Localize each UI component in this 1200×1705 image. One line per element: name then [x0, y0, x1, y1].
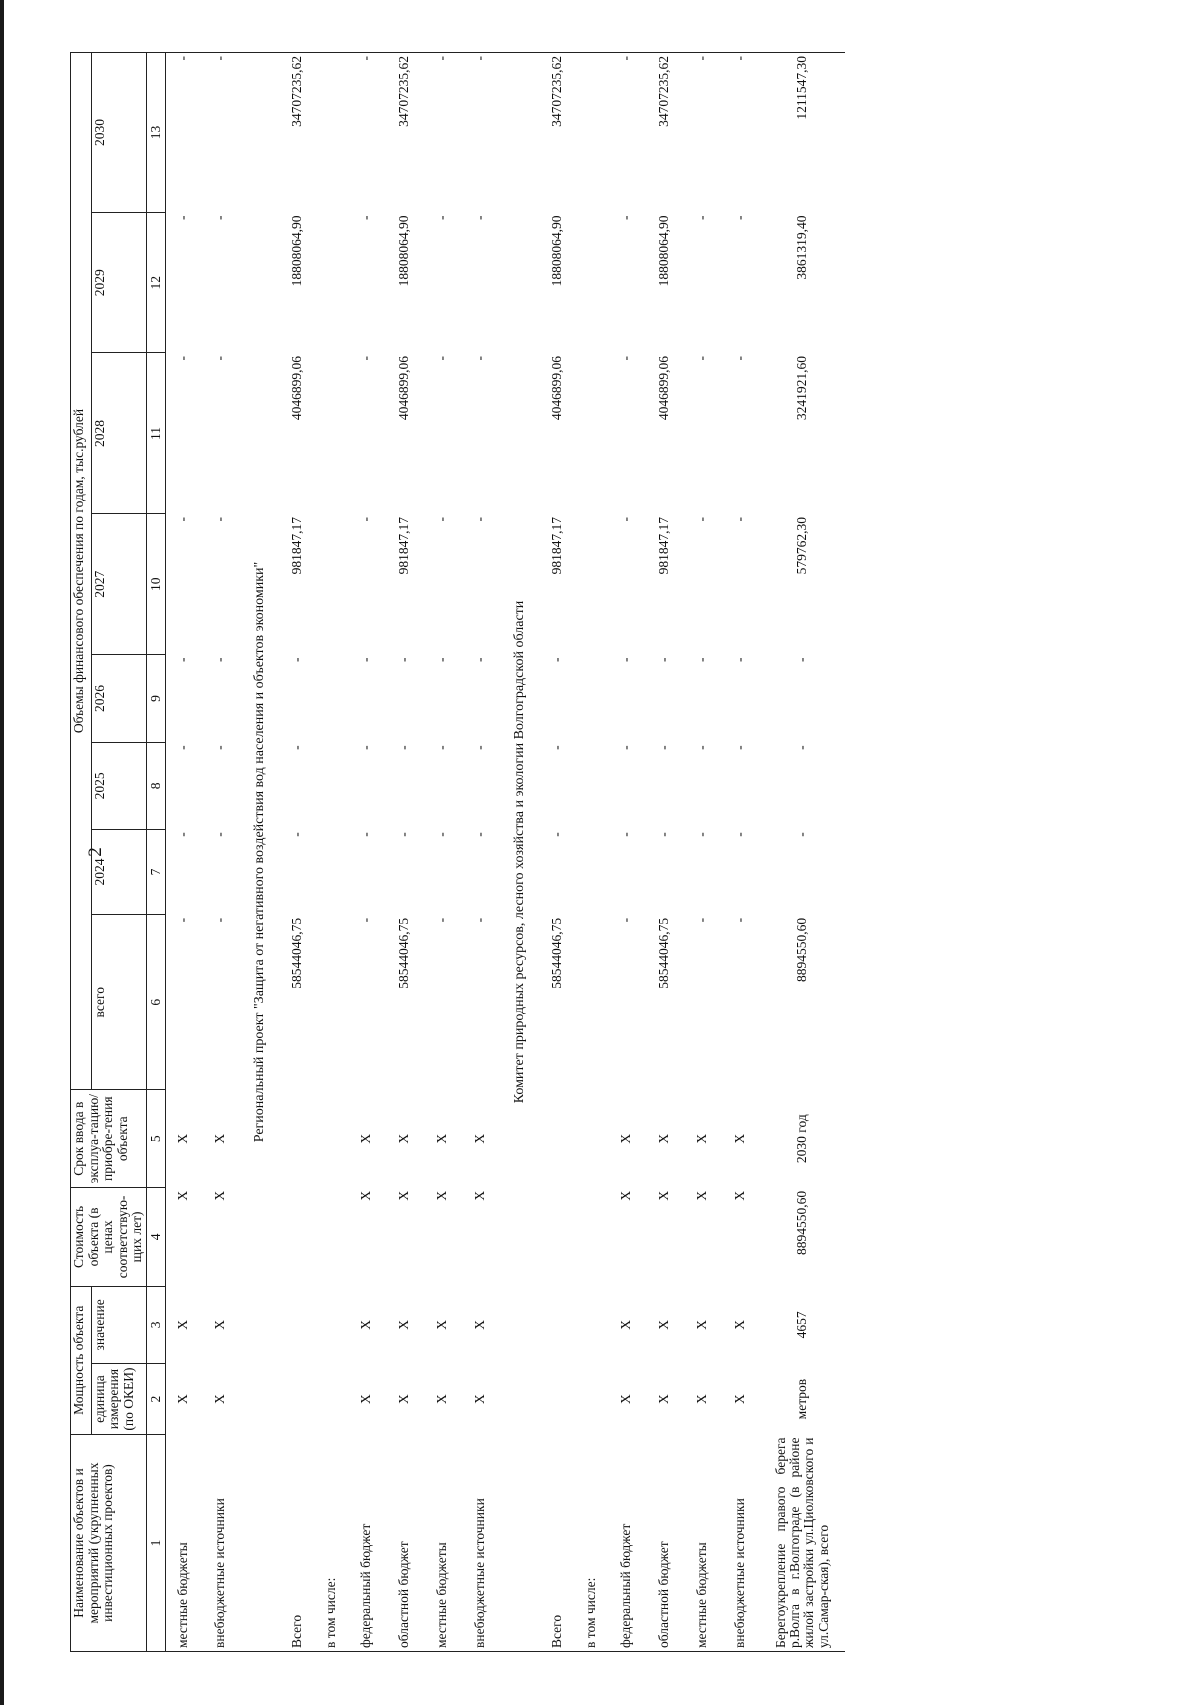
cell-value: - — [396, 832, 412, 837]
header-value: значение — [91, 1286, 146, 1364]
cell-value: - — [732, 657, 748, 662]
row-name: местные бюджеты — [165, 1435, 201, 1652]
cell-value: - — [694, 517, 710, 522]
cell-c4: X — [732, 1190, 748, 1201]
cell-value: - — [472, 517, 488, 522]
cell-c3: 4657 — [794, 1311, 810, 1339]
table-row — [539, 53, 575, 1652]
column-number-9: 9 — [146, 654, 165, 742]
cell-c4: X — [212, 1190, 228, 1201]
header-year-2030: 2030 — [91, 53, 146, 213]
cell-value: 4046899,06 — [549, 355, 565, 421]
header-cost: Стоимость объекта (в ценах соответствую-щих лет) — [71, 1188, 147, 1286]
section-row — [499, 53, 539, 1652]
cell-value: 58544046,75 — [396, 917, 412, 989]
cell-value: - — [694, 657, 710, 662]
empty-cell — [315, 353, 347, 514]
cell-c2: X — [656, 1394, 672, 1404]
cell-value: - — [549, 832, 565, 837]
cell-value: 58544046,75 — [549, 917, 565, 989]
cell-value: - — [794, 832, 810, 837]
cell-value: 8894550,60 — [794, 917, 810, 982]
cell-value: - — [358, 745, 374, 750]
column-number-1: 1 — [146, 1435, 165, 1652]
row-name: федеральный бюджет — [347, 1435, 385, 1652]
cell-value: - — [175, 215, 191, 220]
empty-cell — [315, 742, 347, 829]
column-number-6: 6 — [146, 915, 165, 1090]
cell-value: - — [212, 832, 228, 837]
cell-value: - — [732, 745, 748, 750]
table-row — [165, 53, 201, 1652]
empty-cell — [315, 1188, 347, 1286]
cell-value: - — [618, 517, 634, 522]
cell-c5: X — [175, 1133, 191, 1144]
empty-cell — [315, 1364, 347, 1435]
cell-value: 4046899,06 — [289, 355, 305, 421]
cell-c4: X — [472, 1190, 488, 1201]
cell-c2: X — [434, 1394, 450, 1404]
cell-value: 34707235,62 — [385, 53, 423, 213]
empty-cell — [315, 915, 347, 1090]
empty-cell — [575, 829, 607, 915]
cell-value: - — [618, 917, 634, 923]
cell-value: - — [423, 53, 461, 213]
cell-c5: X — [472, 1133, 488, 1144]
cell-c3 — [279, 1286, 315, 1364]
empty-cell — [575, 915, 607, 1090]
header-funding: Объемы финансового обеспечения по годам, тыс.рублей — [71, 53, 92, 1090]
cell-value: - — [434, 917, 450, 923]
cell-value: - — [175, 745, 191, 750]
header-commissioning: Срок ввода в эксплуа-тацию/ приобре-тения объекта — [71, 1090, 147, 1188]
cell-value: - — [212, 917, 228, 923]
cell-value: - — [396, 657, 412, 662]
cell-c2: X — [694, 1394, 710, 1404]
table-row — [645, 53, 683, 1652]
cell-value: - — [656, 657, 672, 662]
funding-table — [70, 52, 845, 1652]
cell-c4: X — [694, 1190, 710, 1201]
cell-value: 18808064,90 — [396, 215, 412, 287]
row-name: областной бюджет — [385, 1435, 423, 1652]
cell-value: - — [618, 745, 634, 750]
cell-value: - — [175, 355, 191, 361]
cell-value: 1211547,30 — [759, 53, 845, 213]
header-capacity: Мощность объекта — [71, 1286, 92, 1434]
empty-cell — [575, 1188, 607, 1286]
cell-c4: X — [358, 1190, 374, 1201]
cell-value: - — [434, 657, 450, 662]
cell-value: - — [472, 355, 488, 361]
row-name: местные бюджеты — [423, 1435, 461, 1652]
cell-value: - — [472, 832, 488, 837]
empty-cell — [315, 829, 347, 915]
table-row — [385, 53, 423, 1652]
cell-value: - — [289, 657, 305, 662]
cell-c2 — [279, 1364, 315, 1435]
row-name: областной бюджет — [645, 1435, 683, 1652]
cell-value: - — [165, 53, 201, 213]
cell-value: - — [201, 53, 239, 213]
cell-c4: X — [618, 1190, 634, 1201]
cell-value: - — [549, 657, 565, 662]
cell-c5 — [539, 1090, 575, 1188]
empty-cell — [575, 353, 607, 514]
cell-value: - — [472, 917, 488, 923]
cell-value: - — [656, 832, 672, 837]
cell-value: - — [618, 215, 634, 220]
cell-value: - — [794, 657, 810, 662]
header-year-2026: 2026 — [91, 654, 146, 742]
including-row — [315, 53, 347, 1652]
cell-value: - — [358, 517, 374, 522]
including-label: в том числе: — [315, 1435, 347, 1652]
cell-c4 — [279, 1188, 315, 1286]
table-row — [279, 53, 315, 1652]
cell-value: - — [794, 745, 810, 750]
cell-value: - — [434, 745, 450, 750]
empty-cell — [575, 514, 607, 654]
cell-c5: X — [618, 1133, 634, 1144]
section-title: Комитет природных ресурсов, лесного хозяйства и экологии Волгоградской области — [499, 53, 539, 1652]
cell-c2 — [539, 1364, 575, 1435]
cell-value: - — [358, 355, 374, 361]
cell-c3: X — [472, 1319, 488, 1330]
table-row — [461, 53, 499, 1652]
empty-cell — [575, 1286, 607, 1364]
cell-value: 981847,17 — [549, 517, 565, 575]
cell-value: - — [732, 517, 748, 522]
cell-value: - — [721, 53, 759, 213]
cell-value: - — [618, 657, 634, 662]
empty-cell — [315, 1090, 347, 1188]
cell-c3: X — [175, 1319, 191, 1330]
cell-value: 3241921,60 — [794, 355, 810, 421]
table-row — [759, 53, 845, 1652]
cell-value: - — [289, 832, 305, 837]
cell-value: - — [358, 657, 374, 662]
cell-value: - — [358, 917, 374, 923]
cell-value: - — [694, 832, 710, 837]
row-name: Всего — [539, 1435, 575, 1652]
column-number-4: 4 — [146, 1188, 165, 1286]
cell-value: 4046899,06 — [656, 355, 672, 421]
cell-c4: X — [656, 1190, 672, 1201]
cell-value: - — [347, 53, 385, 213]
row-name: местные бюджеты — [683, 1435, 721, 1652]
cell-value: - — [732, 355, 748, 361]
cell-value: 4046899,06 — [396, 355, 412, 421]
column-number-2: 2 — [146, 1364, 165, 1435]
empty-cell — [315, 654, 347, 742]
cell-value: 579762,30 — [794, 517, 810, 575]
column-number-5: 5 — [146, 1090, 165, 1188]
cell-value: 18808064,90 — [656, 215, 672, 287]
row-name: внебюджетные источники — [461, 1435, 499, 1652]
empty-cell — [575, 213, 607, 353]
cell-value: - — [683, 53, 721, 213]
empty-cell — [315, 213, 347, 353]
cell-c4: X — [434, 1190, 450, 1201]
cell-c4: X — [175, 1190, 191, 1201]
cell-value: - — [358, 832, 374, 837]
row-name: Всего — [279, 1435, 315, 1652]
cell-value: - — [549, 745, 565, 750]
cell-value: 18808064,90 — [549, 215, 565, 287]
cell-value: 18808064,90 — [289, 215, 305, 287]
cell-c5 — [279, 1090, 315, 1188]
column-number-13: 13 — [146, 53, 165, 213]
header-total: всего — [91, 915, 146, 1090]
cell-value: - — [434, 215, 450, 220]
table-row — [607, 53, 645, 1652]
header-name: Наименование объектов и мероприятий (укрупненных инвестиционных проектов) — [71, 1435, 147, 1652]
cell-value: - — [175, 917, 191, 923]
row-name: федеральный бюджет — [607, 1435, 645, 1652]
cell-c3: X — [694, 1319, 710, 1330]
cell-value: - — [472, 745, 488, 750]
cell-c4 — [539, 1188, 575, 1286]
cell-value: 34707235,62 — [279, 53, 315, 213]
cell-value: 58544046,75 — [656, 917, 672, 989]
cell-c4: X — [396, 1190, 412, 1201]
empty-cell — [315, 53, 347, 213]
cell-c2: X — [175, 1394, 191, 1404]
cell-value: 34707235,62 — [539, 53, 575, 213]
cell-c5: X — [732, 1133, 748, 1144]
column-number-3: 3 — [146, 1286, 165, 1364]
cell-c3: X — [396, 1319, 412, 1330]
empty-cell — [575, 1090, 607, 1188]
cell-value: - — [694, 215, 710, 220]
cell-c5: X — [694, 1133, 710, 1144]
column-number-7: 7 — [146, 829, 165, 915]
cell-value: - — [212, 745, 228, 750]
table-row — [201, 53, 239, 1652]
cell-c3: X — [434, 1319, 450, 1330]
cell-value: - — [618, 832, 634, 837]
cell-value: 981847,17 — [656, 517, 672, 575]
cell-value: 981847,17 — [289, 517, 305, 575]
cell-c5: X — [656, 1133, 672, 1144]
section-title: Региональный проект "Защита от негативного воздействия вод населения и объектов экономики" — [239, 53, 279, 1652]
cell-value: - — [212, 355, 228, 361]
cell-value: - — [472, 657, 488, 662]
cell-value: - — [212, 215, 228, 220]
row-name: Берегоукрепление правого берега р.Волга в г.Волгограде (в районе жилой застройки ул.Циолковского и ул.Самар-ская), всего — [759, 1435, 845, 1652]
section-row — [239, 53, 279, 1652]
column-number-8: 8 — [146, 742, 165, 829]
cell-c5: X — [358, 1133, 374, 1144]
cell-value: - — [212, 517, 228, 522]
scan-edge — [0, 0, 4, 1705]
cell-value: - — [358, 215, 374, 220]
cell-c3 — [539, 1286, 575, 1364]
cell-c5: X — [434, 1133, 450, 1144]
cell-value: 34707235,62 — [645, 53, 683, 213]
page-number: 2 — [85, 847, 106, 857]
column-number-12: 12 — [146, 213, 165, 353]
cell-value: - — [175, 657, 191, 662]
table-row — [423, 53, 461, 1652]
empty-cell — [575, 53, 607, 213]
cell-value: - — [694, 355, 710, 361]
cell-value: 981847,17 — [396, 517, 412, 575]
cell-c3: X — [732, 1319, 748, 1330]
cell-value: - — [732, 917, 748, 923]
header-year-2028: 2028 — [91, 353, 146, 514]
cell-c5: X — [212, 1133, 228, 1144]
cell-value: - — [461, 53, 499, 213]
cell-c2: метров — [794, 1378, 810, 1420]
cell-value: - — [175, 517, 191, 522]
cell-c3: X — [618, 1319, 634, 1330]
cell-c5: 2030 год — [794, 1114, 810, 1164]
cell-value: 3861319,40 — [794, 215, 810, 280]
including-row — [575, 53, 607, 1652]
cell-value: - — [694, 917, 710, 923]
empty-cell — [315, 514, 347, 654]
cell-value: - — [694, 745, 710, 750]
cell-value: - — [732, 832, 748, 837]
cell-c3: X — [656, 1319, 672, 1330]
cell-c2: X — [396, 1394, 412, 1404]
empty-cell — [575, 1364, 607, 1435]
cell-value: - — [732, 215, 748, 220]
cell-value: - — [396, 745, 412, 750]
cell-c2: X — [472, 1394, 488, 1404]
empty-cell — [575, 654, 607, 742]
cell-value: - — [434, 517, 450, 522]
header-year-2029: 2029 — [91, 213, 146, 353]
cell-value: - — [656, 745, 672, 750]
cell-c2: X — [732, 1394, 748, 1404]
cell-c3: X — [358, 1319, 374, 1330]
cell-value: 58544046,75 — [289, 917, 305, 989]
header-year-2025: 2025 — [91, 742, 146, 829]
cell-value: - — [618, 355, 634, 361]
header-year-2027: 2027 — [91, 514, 146, 654]
table-row — [347, 53, 385, 1652]
empty-cell — [315, 1286, 347, 1364]
header-year-2024: 2024 — [91, 829, 146, 915]
cell-c4: 8894550,60 — [794, 1190, 810, 1255]
cell-c2: X — [358, 1394, 374, 1404]
row-name: внебюджетные источники — [201, 1435, 239, 1652]
cell-value: - — [289, 745, 305, 750]
column-number-10: 10 — [146, 514, 165, 654]
row-name: внебюджетные источники — [721, 1435, 759, 1652]
empty-cell — [575, 742, 607, 829]
cell-value: - — [212, 657, 228, 662]
cell-c5: X — [396, 1133, 412, 1144]
header-unit: единица измерения (по ОКЕИ) — [91, 1364, 146, 1435]
cell-c2: X — [212, 1394, 228, 1404]
cell-value: - — [434, 832, 450, 837]
cell-c3: X — [212, 1319, 228, 1330]
column-number-11: 11 — [146, 353, 165, 514]
rotated-page — [70, 52, 1130, 1652]
cell-value: - — [434, 355, 450, 361]
cell-value: - — [175, 832, 191, 837]
cell-c2: X — [618, 1394, 634, 1404]
table-row — [683, 53, 721, 1652]
including-label: в том числе: — [575, 1435, 607, 1652]
cell-value: - — [472, 215, 488, 220]
table-row — [721, 53, 759, 1652]
cell-value: - — [607, 53, 645, 213]
